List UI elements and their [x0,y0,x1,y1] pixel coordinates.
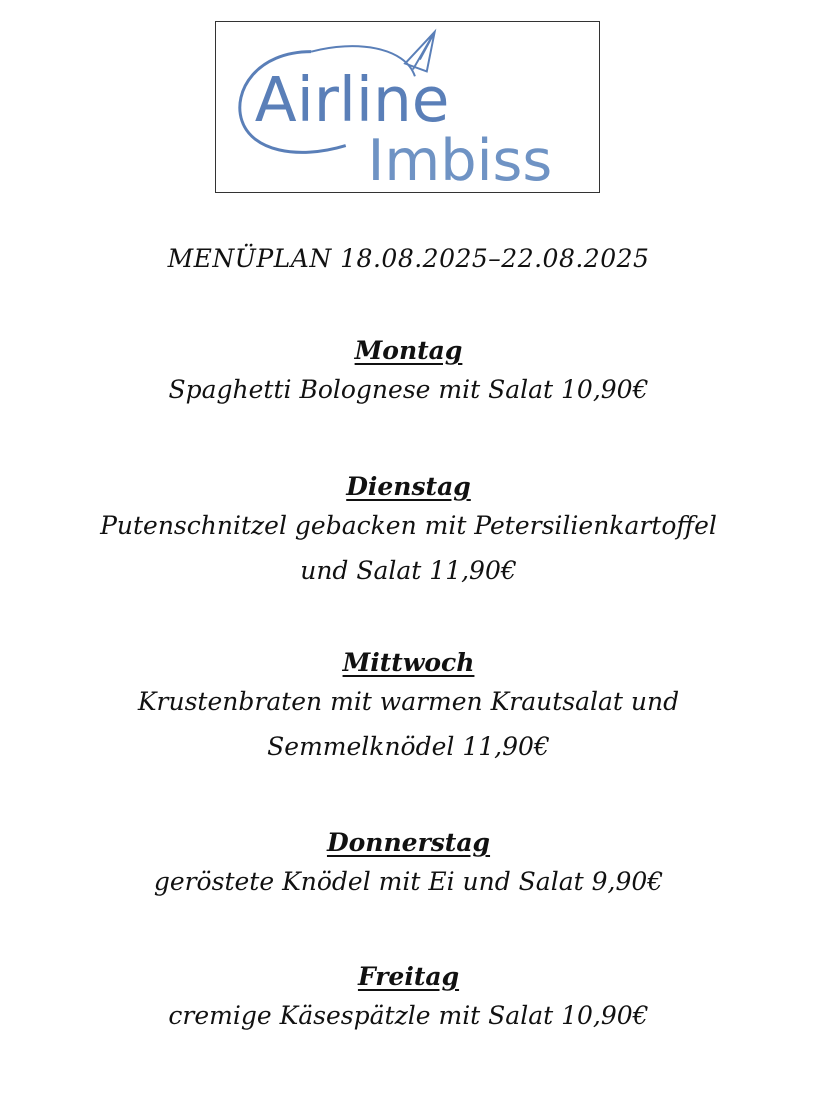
dish-line: cremige Käsespätzle mit Salat 10,90€ [168,1001,649,1030]
logo-line2: Imbiss [367,127,553,192]
dish-line: Semmelknödel 11,90€ [267,732,550,761]
day-block-mittwoch [0,648,817,769]
logo [215,21,600,193]
day-name: Montag [354,336,463,365]
dish-line: Spaghetti Bolognese mit Salat 10,90€ [168,375,649,404]
dish-line: geröstete Knödel mit Ei und Salat 9,90€ [153,867,664,896]
page-title: MENÜPLAN 18.08.2025–22.08.2025 [167,244,650,273]
day-block-dienstag [0,472,817,593]
logo-line1: Airline [254,64,450,136]
day-block-freitag [0,962,817,1038]
day-name: Mittwoch [342,648,475,677]
airline-imbiss-logo [216,22,599,192]
day-name: Donnerstag [326,828,491,857]
day-name: Dienstag [346,472,471,501]
day-block-montag [0,336,817,412]
dish-line: Putenschnitzel gebacken mit Petersilienkartoffel [100,511,717,540]
dish-line: und Salat 11,90€ [300,556,517,585]
day-block-donnerstag [0,828,817,904]
dish-line: Krustenbraten mit warmen Krautsalat und [137,687,680,716]
day-name: Freitag [357,962,460,991]
